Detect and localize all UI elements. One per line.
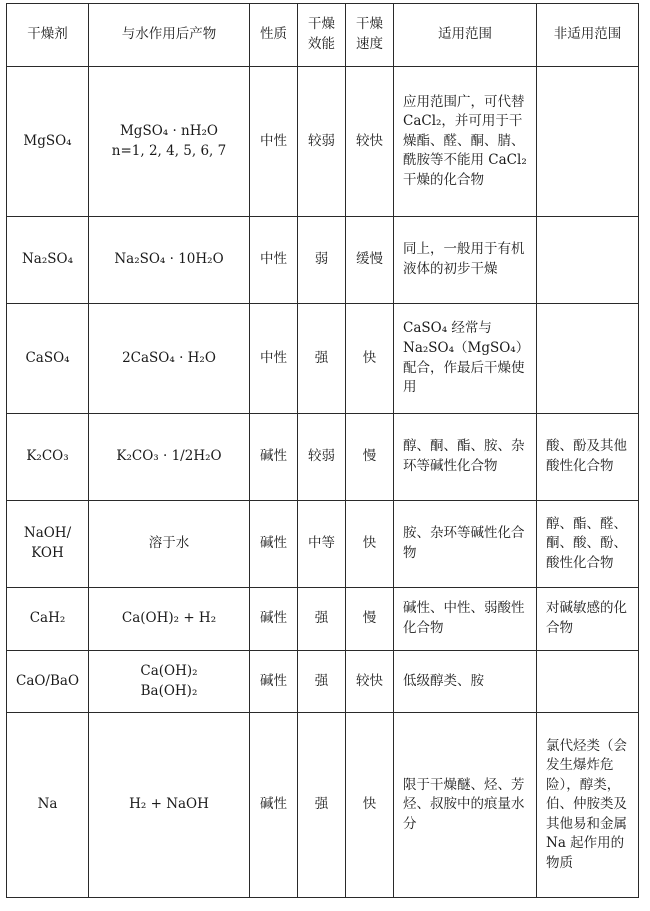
efficiency-cell: 强 — [298, 651, 346, 713]
product-cell: 2CaSO₄ · H₂O — [89, 304, 250, 414]
not-applicable-cell — [537, 304, 639, 414]
table-row — [7, 217, 639, 304]
efficiency-cell: 较弱 — [298, 67, 346, 217]
drying-agents-table — [6, 3, 639, 898]
efficiency-cell: 强 — [298, 588, 346, 651]
efficiency-cell: 较弱 — [298, 414, 346, 501]
speed-cell: 慢 — [346, 588, 394, 651]
table-row — [7, 67, 639, 217]
speed-cell: 快 — [346, 713, 394, 898]
product-cell: 溶于水 — [89, 501, 250, 588]
nature-cell: 碱性 — [250, 501, 298, 588]
agent-cell: K₂CO₃ — [7, 414, 89, 501]
agent-cell: CaO/BaO — [7, 651, 89, 713]
applicable-cell: 碱性、中性、弱酸性化合物 — [394, 588, 537, 651]
applicable-cell: 低级醇类、胺 — [394, 651, 537, 713]
table-row — [7, 713, 639, 898]
table-row — [7, 414, 639, 501]
header-speed: 干燥 速度 — [346, 4, 394, 67]
agent-cell: MgSO₄ — [7, 67, 89, 217]
nature-cell: 碱性 — [250, 588, 298, 651]
speed-cell: 快 — [346, 304, 394, 414]
speed-cell: 快 — [346, 501, 394, 588]
efficiency-cell: 中等 — [298, 501, 346, 588]
efficiency-cell: 强 — [298, 304, 346, 414]
applicable-cell: 同上，一般用于有机液体的初步干燥 — [394, 217, 537, 304]
agent-cell: CaSO₄ — [7, 304, 89, 414]
nature-cell: 中性 — [250, 67, 298, 217]
not-applicable-cell — [537, 217, 639, 304]
table-row — [7, 588, 639, 651]
speed-cell: 慢 — [346, 414, 394, 501]
not-applicable-cell: 醇、酯、醛、酮、酸、酚、酸性化合物 — [537, 501, 639, 588]
product-cell: MgSO₄ · nH₂O n=1, 2, 4, 5, 6, 7 — [89, 67, 250, 217]
product-cell: Ca(OH)₂ Ba(OH)₂ — [89, 651, 250, 713]
not-applicable-cell: 酸、酚及其他酸性化合物 — [537, 414, 639, 501]
header-applicable: 适用范围 — [394, 4, 537, 67]
efficiency-cell: 弱 — [298, 217, 346, 304]
product-cell: K₂CO₃ · 1/2H₂O — [89, 414, 250, 501]
not-applicable-cell: 氯代烃类（会发生爆炸危险），醇类，伯、仲胺类及其他易和金属 Na 起作用的物质 — [537, 713, 639, 898]
table-row — [7, 501, 639, 588]
not-applicable-cell: 对碱敏感的化合物 — [537, 588, 639, 651]
nature-cell: 碱性 — [250, 713, 298, 898]
applicable-cell: 应用范围广，可代替 CaCl₂，并可用于干燥酯、醛、酮、腈、酰胺等不能用 CaCl₂ 干燥的化合物 — [394, 67, 537, 217]
product-cell: H₂ + NaOH — [89, 713, 250, 898]
speed-cell: 缓慢 — [346, 217, 394, 304]
speed-cell: 较快 — [346, 651, 394, 713]
nature-cell: 中性 — [250, 217, 298, 304]
product-cell: Na₂SO₄ · 10H₂O — [89, 217, 250, 304]
agent-cell: CaH₂ — [7, 588, 89, 651]
header-nature: 性质 — [250, 4, 298, 67]
product-cell: Ca(OH)₂ + H₂ — [89, 588, 250, 651]
nature-cell: 碱性 — [250, 651, 298, 713]
applicable-cell: 胺、杂环等碱性化合物 — [394, 501, 537, 588]
efficiency-cell: 强 — [298, 713, 346, 898]
header-not-applicable: 非适用范围 — [537, 4, 639, 67]
agent-cell: NaOH/ KOH — [7, 501, 89, 588]
nature-cell: 中性 — [250, 304, 298, 414]
header-agent: 干燥剂 — [7, 4, 89, 67]
header-product: 与水作用后产物 — [89, 4, 250, 67]
table-row — [7, 651, 639, 713]
applicable-cell: 限于干燥醚、烃、芳烃、叔胺中的痕量水分 — [394, 713, 537, 898]
nature-cell: 碱性 — [250, 414, 298, 501]
header-efficiency: 干燥 效能 — [298, 4, 346, 67]
agent-cell: Na₂SO₄ — [7, 217, 89, 304]
applicable-cell: CaSO₄ 经常与 Na₂SO₄（MgSO₄）配合，作最后干燥使用 — [394, 304, 537, 414]
speed-cell: 较快 — [346, 67, 394, 217]
not-applicable-cell — [537, 67, 639, 217]
agent-cell: Na — [7, 713, 89, 898]
header-row — [7, 4, 639, 67]
table-row — [7, 304, 639, 414]
not-applicable-cell — [537, 651, 639, 713]
applicable-cell: 醇、酮、酯、胺、杂环等碱性化合物 — [394, 414, 537, 501]
